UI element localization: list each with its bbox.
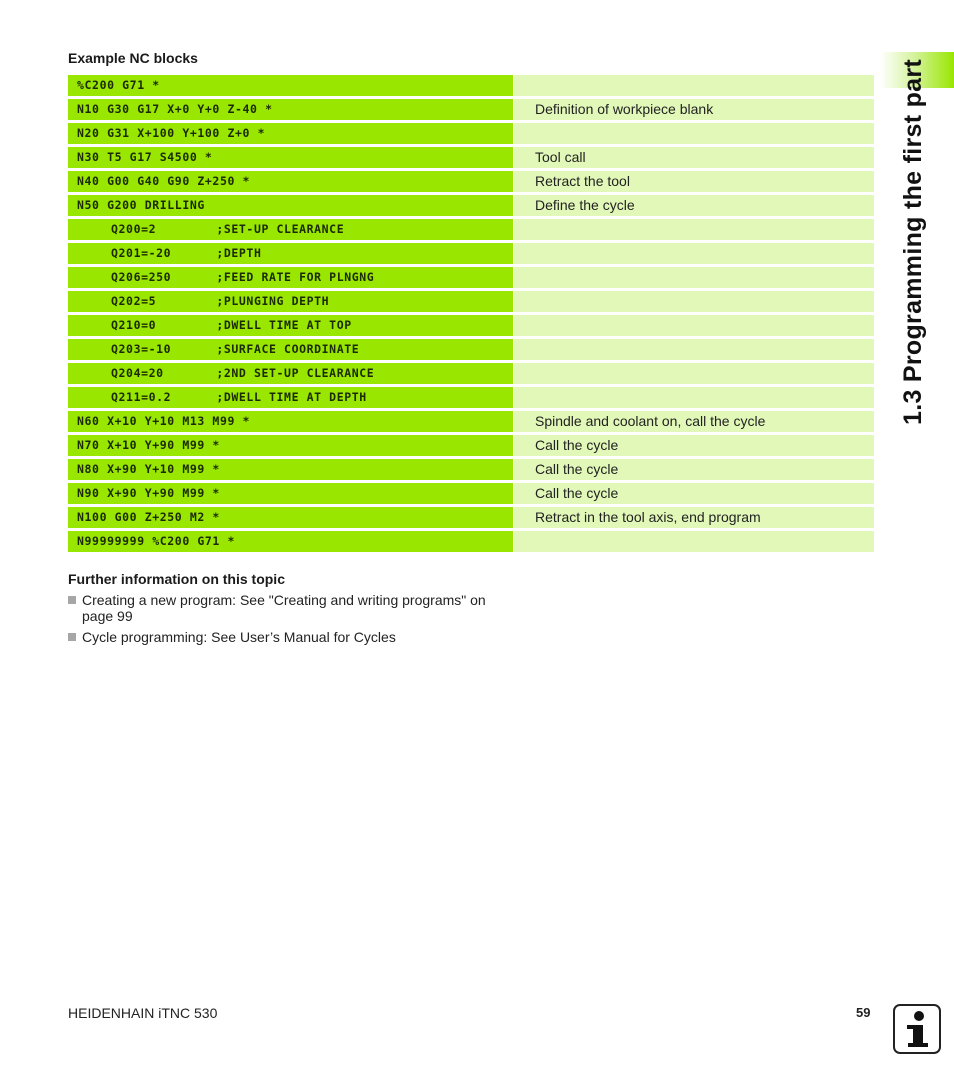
nc-block-description: Tool call bbox=[514, 147, 874, 168]
nc-block-row bbox=[68, 507, 874, 528]
nc-block-description bbox=[514, 291, 874, 312]
nc-block-description: Retract the tool bbox=[514, 171, 874, 192]
nc-block-description: Definition of workpiece blank bbox=[514, 99, 874, 120]
info-glyph-icon bbox=[895, 1006, 939, 1052]
nc-block-code: N10 G30 G17 X+0 Y+0 Z-40 * bbox=[68, 99, 513, 120]
footer-product: HEIDENHAIN iTNC 530 bbox=[68, 1005, 218, 1021]
further-info-text: Creating a new program: See "Creating and writing programs" on page 99 bbox=[82, 592, 486, 624]
nc-block-description bbox=[514, 267, 874, 288]
nc-block-code: Q200=2 ;SET-UP CLEARANCE bbox=[68, 219, 513, 240]
info-icon bbox=[893, 1004, 941, 1054]
nc-block-row bbox=[68, 291, 874, 312]
nc-block-description bbox=[514, 363, 874, 384]
nc-block-code: N99999999 %C200 G71 * bbox=[68, 531, 513, 552]
nc-block-row bbox=[68, 387, 874, 408]
nc-block-code: N50 G200 DRILLING bbox=[68, 195, 513, 216]
nc-block-row bbox=[68, 99, 874, 120]
nc-block-code: %C200 G71 * bbox=[68, 75, 513, 96]
nc-block-code: Q202=5 ;PLUNGING DEPTH bbox=[68, 291, 513, 312]
nc-block-code: Q201=-20 ;DEPTH bbox=[68, 243, 513, 264]
nc-block-row bbox=[68, 363, 874, 384]
section-title: Example NC blocks bbox=[68, 50, 198, 66]
nc-block-code: Q210=0 ;DWELL TIME AT TOP bbox=[68, 315, 513, 336]
nc-block-row bbox=[68, 195, 874, 216]
nc-block-row bbox=[68, 435, 874, 456]
nc-block-description bbox=[514, 75, 874, 96]
nc-block-code: N90 X+90 Y+90 M99 * bbox=[68, 483, 513, 504]
further-info-list bbox=[68, 592, 508, 650]
nc-block-code: Q211=0.2 ;DWELL TIME AT DEPTH bbox=[68, 387, 513, 408]
nc-block-code: Q204=20 ;2ND SET-UP CLEARANCE bbox=[68, 363, 513, 384]
nc-block-code: Q203=-10 ;SURFACE COORDINATE bbox=[68, 339, 513, 360]
nc-block-description: Call the cycle bbox=[514, 483, 874, 504]
nc-block-row bbox=[68, 75, 874, 96]
nc-block-row bbox=[68, 267, 874, 288]
nc-block-row bbox=[68, 411, 874, 432]
nc-block-description bbox=[514, 123, 874, 144]
nc-block-code: N20 G31 X+100 Y+100 Z+0 * bbox=[68, 123, 513, 144]
nc-block-description: Retract in the tool axis, end program bbox=[514, 507, 874, 528]
square-bullet-icon bbox=[68, 633, 76, 641]
nc-block-row bbox=[68, 123, 874, 144]
nc-block-row bbox=[68, 459, 874, 480]
nc-block-description bbox=[514, 531, 874, 552]
nc-block-description bbox=[514, 315, 874, 336]
nc-blocks-table bbox=[68, 75, 874, 555]
nc-block-code: N60 X+10 Y+10 M13 M99 * bbox=[68, 411, 513, 432]
chapter-side-title: 1.3 Programming the first part bbox=[899, 58, 927, 425]
nc-block-row bbox=[68, 339, 874, 360]
nc-block-row bbox=[68, 171, 874, 192]
nc-block-description: Call the cycle bbox=[514, 435, 874, 456]
nc-block-code: N80 X+90 Y+10 M99 * bbox=[68, 459, 513, 480]
further-info-item bbox=[68, 629, 508, 645]
square-bullet-icon bbox=[68, 596, 76, 604]
nc-block-code: Q206=250 ;FEED RATE FOR PLNGNG bbox=[68, 267, 513, 288]
nc-block-row bbox=[68, 219, 874, 240]
further-info-item bbox=[68, 592, 508, 624]
nc-block-description bbox=[514, 243, 874, 264]
nc-block-description bbox=[514, 387, 874, 408]
nc-block-description bbox=[514, 219, 874, 240]
nc-block-row bbox=[68, 243, 874, 264]
nc-block-row bbox=[68, 531, 874, 552]
nc-block-code: N100 G00 Z+250 M2 * bbox=[68, 507, 513, 528]
nc-block-code: N30 T5 G17 S4500 * bbox=[68, 147, 513, 168]
further-info-text: Cycle programming: See User’s Manual for Cycles bbox=[82, 629, 396, 645]
nc-block-row bbox=[68, 147, 874, 168]
nc-block-row bbox=[68, 483, 874, 504]
nc-block-description: Spindle and coolant on, call the cycle bbox=[514, 411, 874, 432]
nc-block-description: Define the cycle bbox=[514, 195, 874, 216]
nc-block-code: N40 G00 G40 G90 Z+250 * bbox=[68, 171, 513, 192]
nc-block-description bbox=[514, 339, 874, 360]
nc-block-row bbox=[68, 315, 874, 336]
nc-block-description: Call the cycle bbox=[514, 459, 874, 480]
nc-block-code: N70 X+10 Y+90 M99 * bbox=[68, 435, 513, 456]
page-number: 59 bbox=[856, 1005, 871, 1020]
further-info-title: Further information on this topic bbox=[68, 571, 285, 587]
